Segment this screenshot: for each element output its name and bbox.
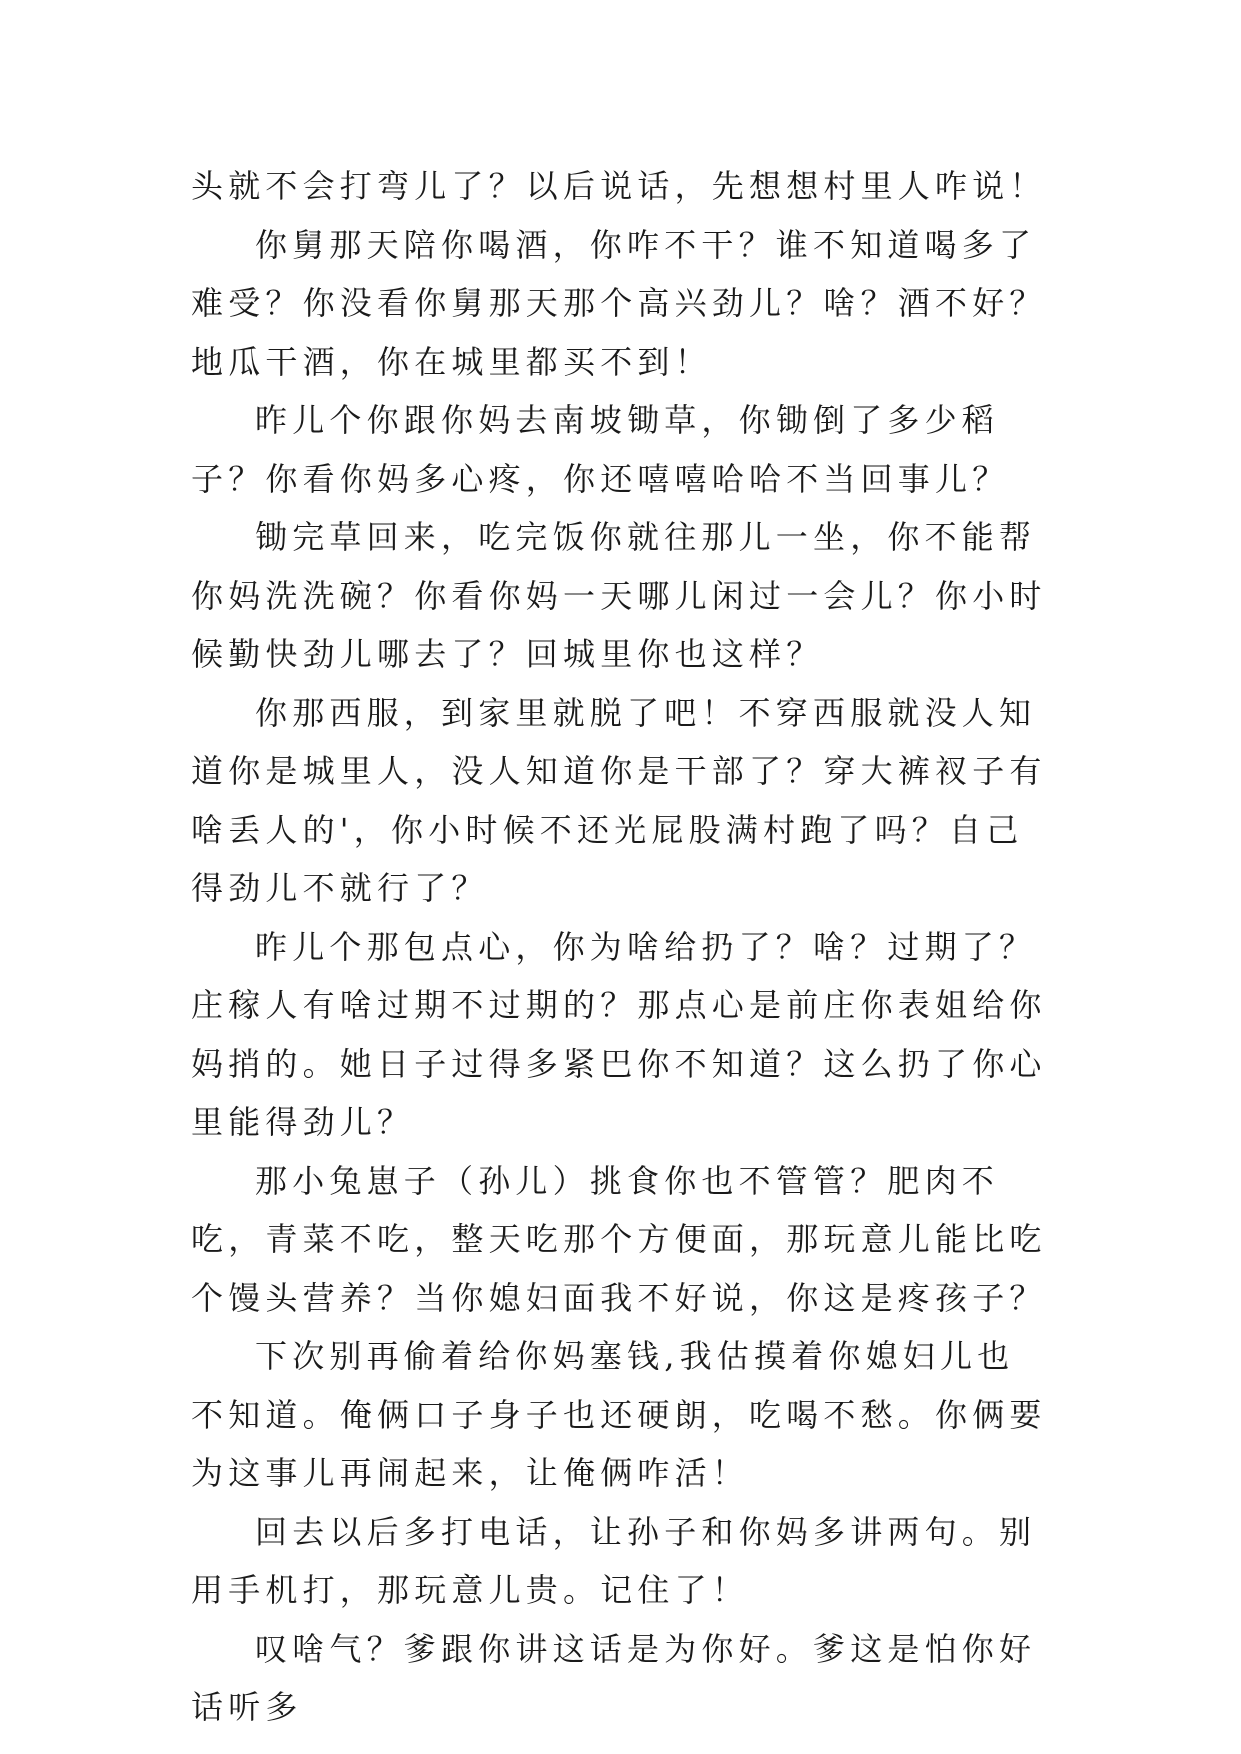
paragraph-8: 下次别再偷着给你妈塞钱,我估摸着你媳妇儿也不知道。俺俩口子身子也还硬朗，吃喝不愁。你俩要为这事儿再闹起来，让俺俩咋活！	[191, 1337, 1047, 1492]
paragraph-10: 叹啥气？爹跟你讲这话是为你好。爹这是怕你好话听多	[191, 1629, 1037, 1726]
paragraph-7: 那小兔崽子（孙儿）挑食你也不管管？肥肉不吃，青菜不吃，整天吃那个方便面，那玩意儿能比吃个馒头营养？当你媳妇面我不好说，你这是疼孩子？	[191, 1161, 1047, 1317]
paragraph-4: 锄完草回来，吃完饭你就往那儿一坐，你不能帮你妈洗洗碗？你看你妈一天哪儿闲过一会儿？你小时候勤快劲儿哪去了？回城里你也这样？	[191, 518, 1047, 673]
paragraph-3: 昨儿个你跟你妈去南坡锄草，你锄倒了多少稻子？你看你妈多心疼，你还嘻嘻哈哈不当回事儿？	[191, 401, 1010, 498]
paragraph-9: 回去以后多打电话，让孙子和你妈多讲两句。别用手机打，那玩意儿贵。记住了！	[191, 1512, 1037, 1609]
paragraph-5: 你那西服，到家里就脱了吧！不穿西服就没人知道你是城里人，没人知道你是干部了？穿大裤衩子有啥丢人的'，你小时候不还光屁股满村跑了吗？自己得劲儿不就行了？	[191, 693, 1047, 907]
paragraph-1: 头就不会打弯儿了？以后说话，先想想村里人咋说！	[191, 167, 1047, 205]
body-text	[191, 157, 1051, 1737]
paragraph-6: 昨儿个那包点心，你为啥给扔了？啥？过期了？庄稼人有啥过期不过期的？那点心是前庄你表姐给你妈捎的。她日子过得多紧巴你不知道？这么扔了你心里能得劲儿？	[191, 927, 1047, 1141]
paragraph-2: 你舅那天陪你喝酒，你咋不干？谁不知道喝多了难受？你没看你舅那天那个高兴劲儿？啥？酒不好？地瓜干酒，你在城里都买不到！	[191, 225, 1047, 381]
